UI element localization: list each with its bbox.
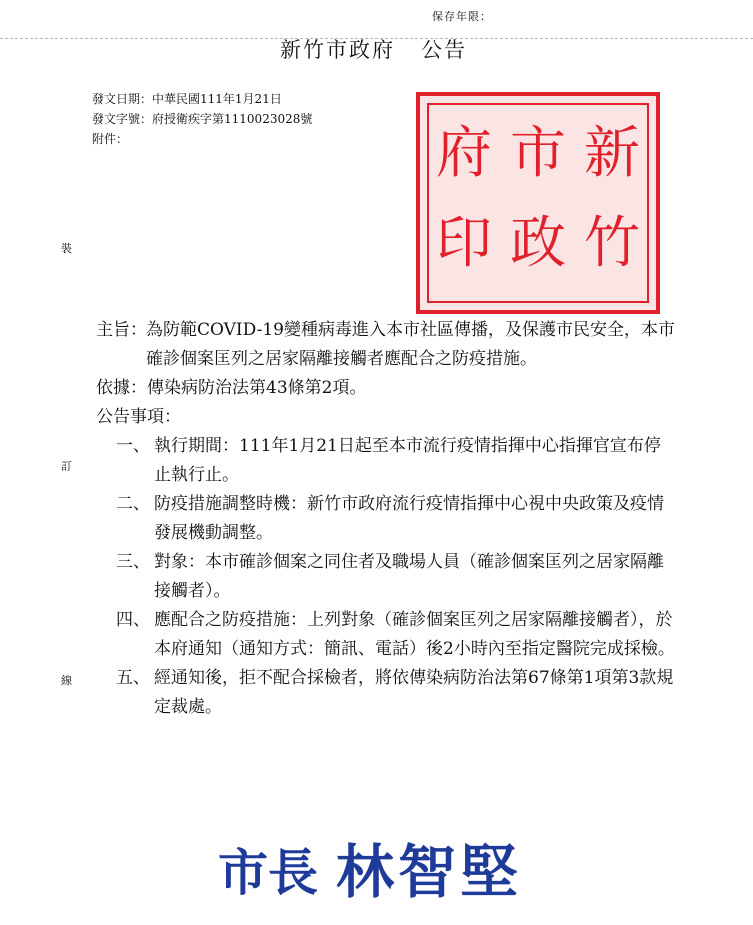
item-text: 對象：本市確診個案之同住者及職場人員（確診個案匡列之居家隔離接觸者）。 — [154, 552, 664, 601]
item-number: 四、 — [116, 610, 150, 630]
issue-date: 發文日期：中華民國111年1月21日 — [92, 92, 282, 106]
seal-char: 新 — [584, 121, 640, 186]
binding-mark-zhuang: 裝 — [61, 242, 72, 255]
item-text: 執行期間：111年1月21日起至本市流行疫情指揮中心指揮官宣布停止執行止。 — [154, 436, 661, 485]
document-meta — [92, 89, 312, 149]
announcement-body — [96, 316, 676, 722]
basis-text: 傳染病防治法第43條第2項。 — [147, 378, 367, 398]
list-item — [96, 664, 676, 722]
seal-char: 市 — [510, 121, 566, 186]
seal-char: 竹 — [584, 211, 640, 276]
subject-text: 為防範COVID-19變種病毒進入本市社區傳播，及保護市民安全，本市確診個案匡列之居家隔離接觸者應配合之防疫措施。 — [146, 320, 675, 369]
item-number: 五、 — [116, 668, 150, 688]
item-text: 經通知後，拒不配合採檢者，將依傳染病防治法第67條第1項第3款規定裁處。 — [154, 668, 674, 717]
item-number: 一、 — [116, 436, 150, 456]
binding-mark-ding: 訂 — [61, 460, 72, 473]
signature-title: 市長 — [218, 843, 318, 902]
attachments: 附件： — [92, 132, 129, 146]
list-item — [96, 490, 676, 548]
signature-name: 林智堅 — [336, 838, 523, 906]
seal-char: 府 — [436, 121, 492, 186]
list-item — [96, 432, 676, 490]
seal-char: 政 — [510, 211, 566, 276]
list-item — [96, 548, 676, 606]
item-text: 防疫措施調整時機：新竹市政府流行疫情指揮中心視中央政策及疫情發展機動調整。 — [154, 494, 664, 543]
subject-label: 主旨： — [96, 320, 147, 340]
item-text: 應配合之防疫措施：上列對象（確診個案匡列之居家隔離接觸者），於本府通知（通知方式：簡訊、電話）後2小時內至指定醫院完成採檢。 — [154, 610, 675, 659]
mayor-signature — [218, 828, 558, 908]
binding-mark-xian: 線 — [61, 674, 72, 687]
basis-label: 依據： — [96, 378, 147, 398]
doc-type: 公告 — [421, 38, 467, 62]
basis — [96, 374, 676, 403]
official-seal — [416, 92, 660, 314]
item-number: 三、 — [116, 552, 150, 572]
item-number: 二、 — [116, 494, 150, 514]
page-title — [280, 34, 467, 64]
seal-char: 印 — [436, 211, 492, 276]
list-item — [96, 606, 676, 664]
retention-period: 保存年限： — [432, 10, 492, 23]
agency-name: 新竹市政府 — [280, 38, 395, 62]
reference-number: 發文字號：府授衛疾字第1110023028號 — [92, 112, 313, 126]
items-heading: 公告事項： — [96, 407, 181, 427]
subject — [96, 316, 676, 374]
